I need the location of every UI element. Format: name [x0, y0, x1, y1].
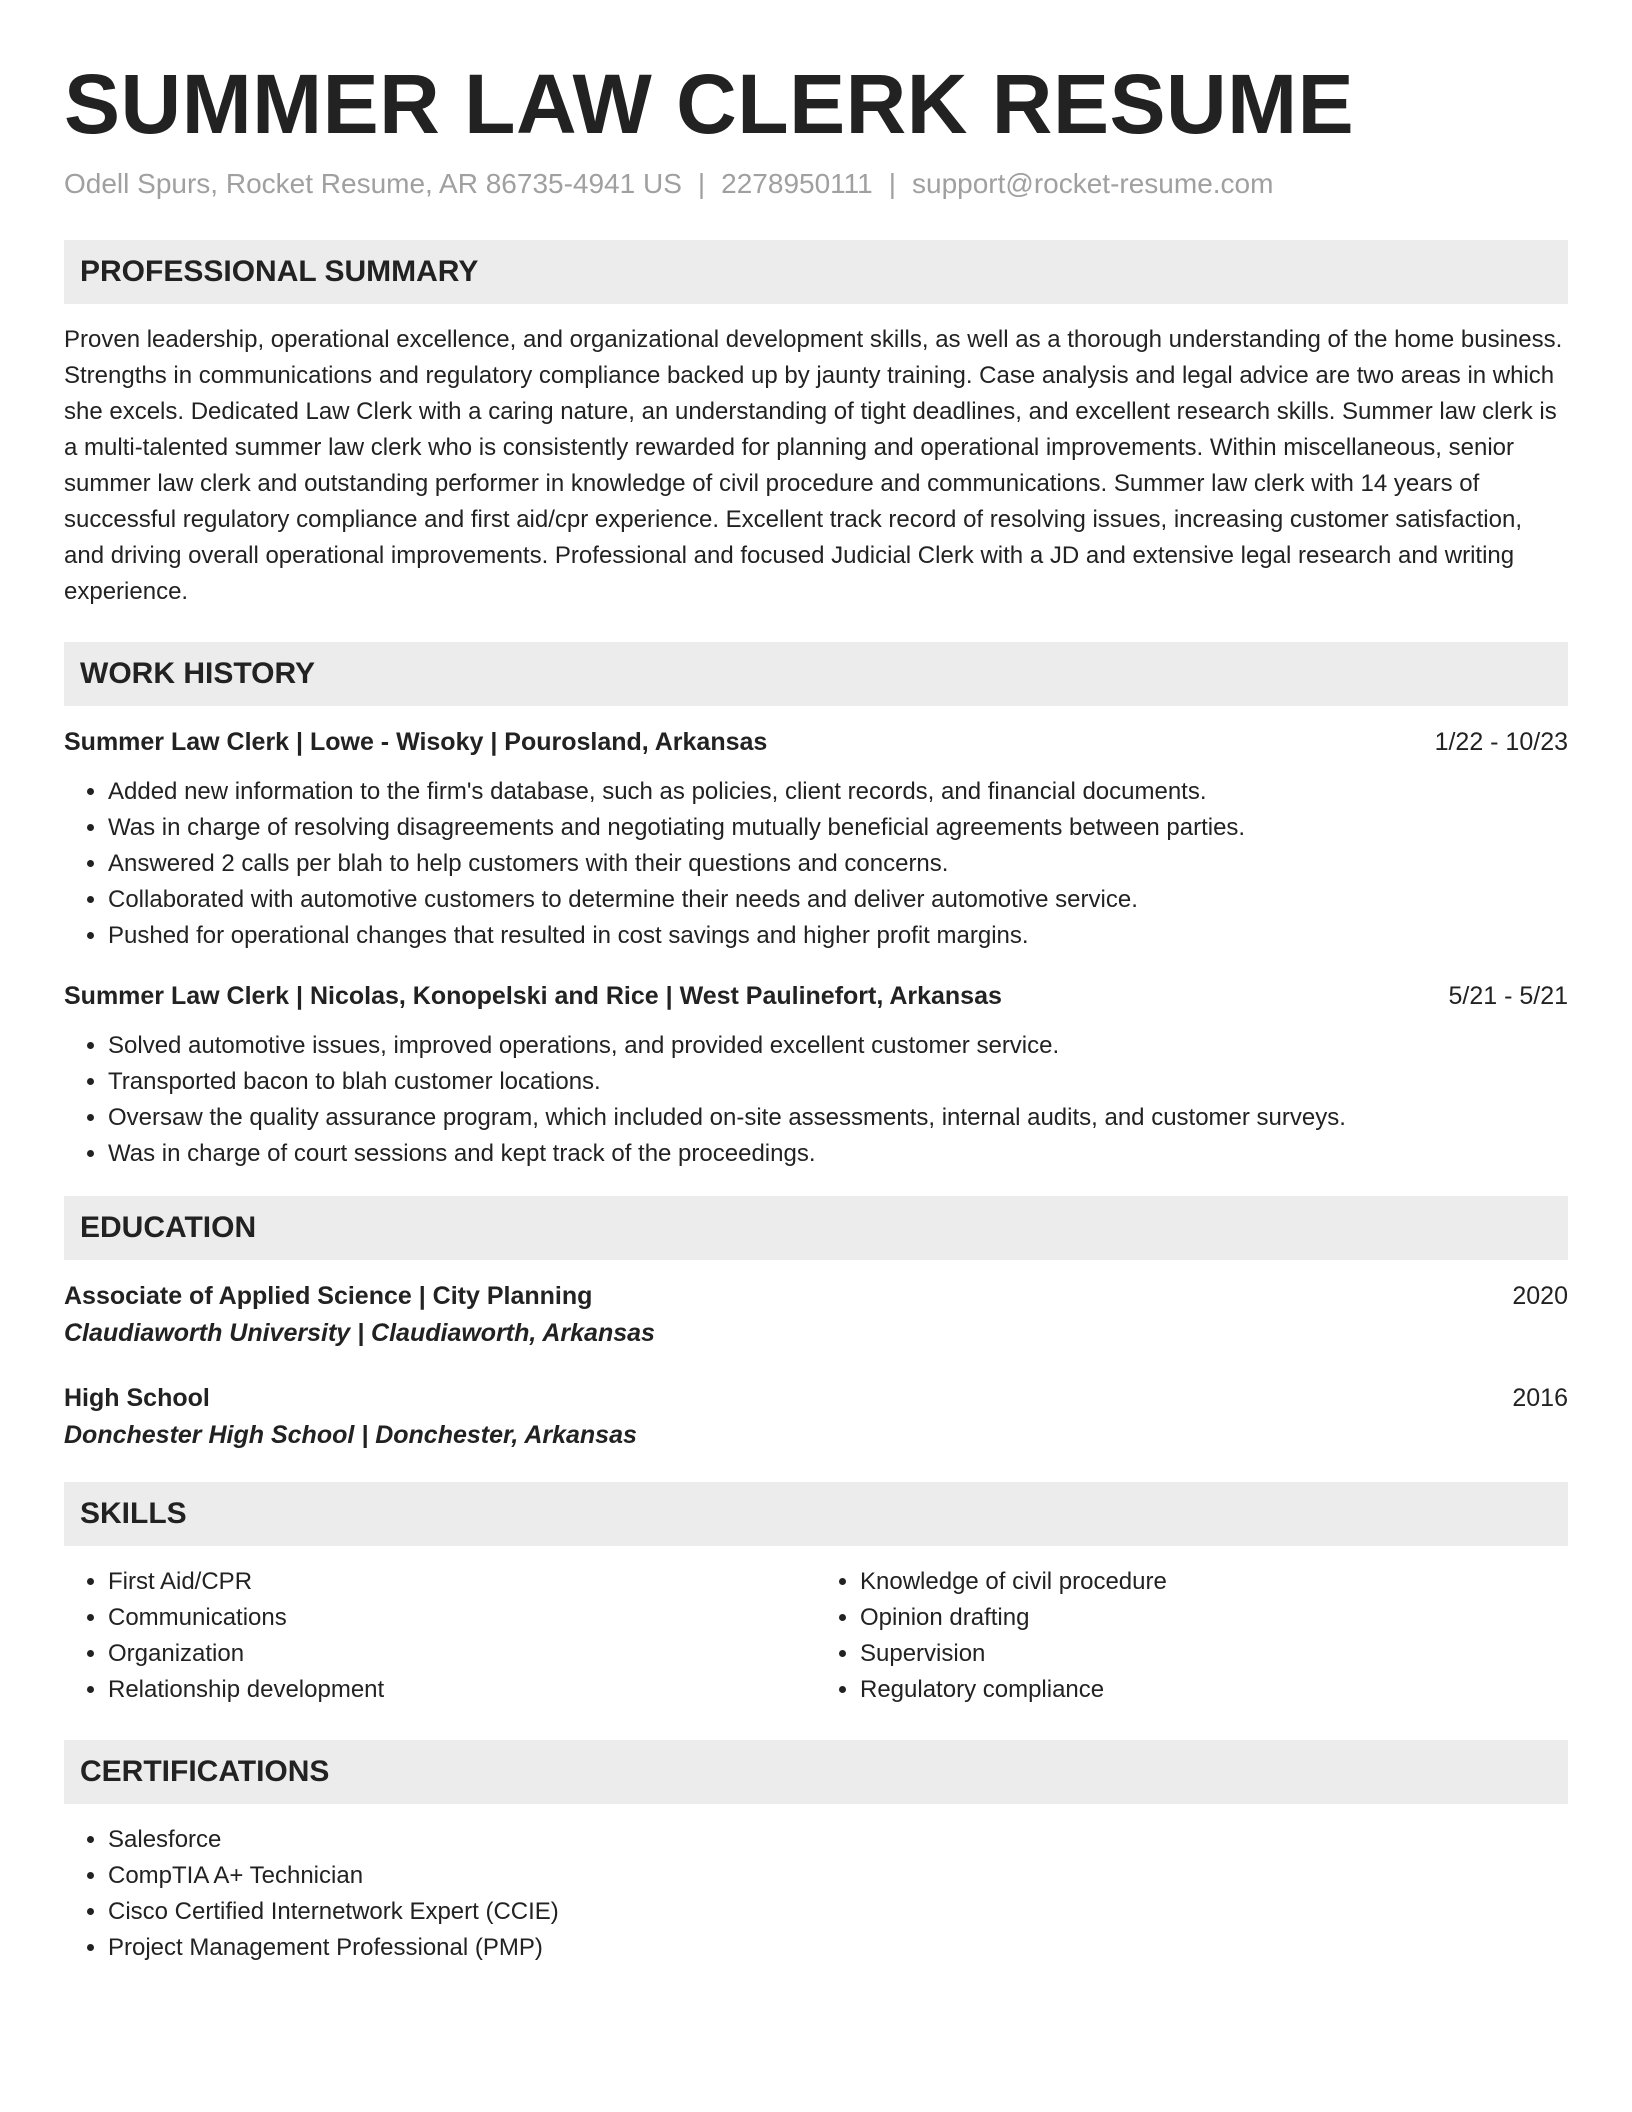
job-bullet: • Answered 2 calls per blah to help customers with their questions and concerns.: [108, 846, 1568, 882]
education-entry: [64, 1278, 1568, 1352]
contact-separator: |: [697, 168, 706, 199]
skills-heading: SKILLS: [64, 1482, 1568, 1546]
job-bullet: • Pushed for operational changes that resulted in cost savings and higher profit margins.: [108, 918, 1568, 954]
certification-item: • CompTIA A+ Technician: [108, 1858, 1568, 1894]
education-entry: [64, 1380, 1568, 1454]
certification-item: • Salesforce: [108, 1822, 1568, 1858]
job-bullet: • Transported bacon to blah customer locations.: [108, 1064, 1568, 1100]
job-header: [64, 978, 1568, 1014]
job-entry: [64, 978, 1568, 1172]
skills-grid: [64, 1564, 1568, 1708]
skills-list-right: [816, 1564, 1568, 1708]
contact-address: Odell Spurs, Rocket Resume, AR 86735-4941 US: [64, 168, 682, 199]
job-header: [64, 724, 1568, 760]
work-history-heading: WORK HISTORY: [64, 642, 1568, 706]
job-dates: 1/22 - 10/23: [1434, 728, 1568, 756]
job-bullet: • Was in charge of resolving disagreements and negotiating mutually beneficial agreements between parties.: [108, 810, 1568, 846]
job-title: Summer Law Clerk | Nicolas, Konopelski and Rice | West Paulinefort, Arkansas: [64, 982, 1002, 1010]
education-degree: High School: [64, 1384, 210, 1412]
summary-text: Proven leadership, operational excellence, and organizational development skills, as well as a thorough understanding of the home business. Strengths in communications and regulatory compliance backed up by jaunty training. Case analysis and legal advice are two areas in which she excels. Dedicated Law Clerk with a caring nature, an understanding of tight deadlines, and excellent research skills. Summer law clerk is a multi-talented summer law clerk who is consistently rewarded for planning and operational improvements. Within miscellaneous, senior summer law clerk and outstanding performer in knowledge of civil procedure and communications. Summer law clerk with 14 years of successful regulatory compliance and first aid/cpr experience. Excellent track record of resolving issues, increasing customer satisfaction, and driving overall operational improvements. Professional and focused Judicial Clerk with a JD and extensive legal research and writing experience.: [64, 326, 1563, 605]
skill-item: • Knowledge of civil procedure: [860, 1564, 1568, 1600]
contact-email: support@rocket-resume.com: [912, 168, 1274, 199]
education-year: 2016: [1512, 1384, 1568, 1412]
education-school: Claudiaworth University | Claudiaworth, Arkansas: [64, 1319, 655, 1347]
skill-item: • Relationship development: [108, 1672, 816, 1708]
education-year: 2020: [1512, 1282, 1568, 1310]
skill-item: • Opinion drafting: [860, 1600, 1568, 1636]
certifications-list: [64, 1822, 1568, 1966]
job-bullet: • Added new information to the firm's database, such as policies, client records, and financial documents.: [108, 774, 1568, 810]
education-header: [64, 1380, 1568, 1416]
job-dates: 5/21 - 5/21: [1448, 982, 1568, 1010]
skill-item: • First Aid/CPR: [108, 1564, 816, 1600]
job-entry: [64, 724, 1568, 954]
summary-heading: PROFESSIONAL SUMMARY: [64, 240, 1568, 304]
skill-item: • Organization: [108, 1636, 816, 1672]
job-title: Summer Law Clerk | Lowe - Wisoky | Pourosland, Arkansas: [64, 728, 768, 756]
job-bullet: • Collaborated with automotive customers to determine their needs and deliver automotive service.: [108, 882, 1568, 918]
education-heading: EDUCATION: [64, 1196, 1568, 1260]
contact-separator: |: [888, 168, 897, 199]
job-bullet: • Solved automotive issues, improved operations, and provided excellent customer service.: [108, 1028, 1568, 1064]
skill-item: • Regulatory compliance: [860, 1672, 1568, 1708]
contact-phone: 2278950111: [721, 168, 873, 199]
education-school: Donchester High School | Donchester, Arkansas: [64, 1421, 637, 1449]
job-bullet: • Oversaw the quality assurance program, which included on-site assessments, internal audits, and customer surveys.: [108, 1100, 1568, 1136]
job-bullets: [64, 774, 1568, 954]
job-bullet: • Was in charge of court sessions and kept track of the proceedings.: [108, 1136, 1568, 1172]
contact-line: [64, 166, 1568, 202]
certifications-heading: CERTIFICATIONS: [64, 1740, 1568, 1804]
skill-item: • Communications: [108, 1600, 816, 1636]
resume-title: SUMMER LAW CLERK RESUME: [64, 57, 1355, 151]
skill-item: • Supervision: [860, 1636, 1568, 1672]
job-bullets: [64, 1028, 1568, 1172]
education-degree: Associate of Applied Science | City Planning: [64, 1282, 593, 1310]
certification-item: • Cisco Certified Internetwork Expert (CCIE): [108, 1894, 1568, 1930]
certification-item: • Project Management Professional (PMP): [108, 1930, 1568, 1966]
skills-list-left: [64, 1564, 816, 1708]
education-header: [64, 1278, 1568, 1314]
